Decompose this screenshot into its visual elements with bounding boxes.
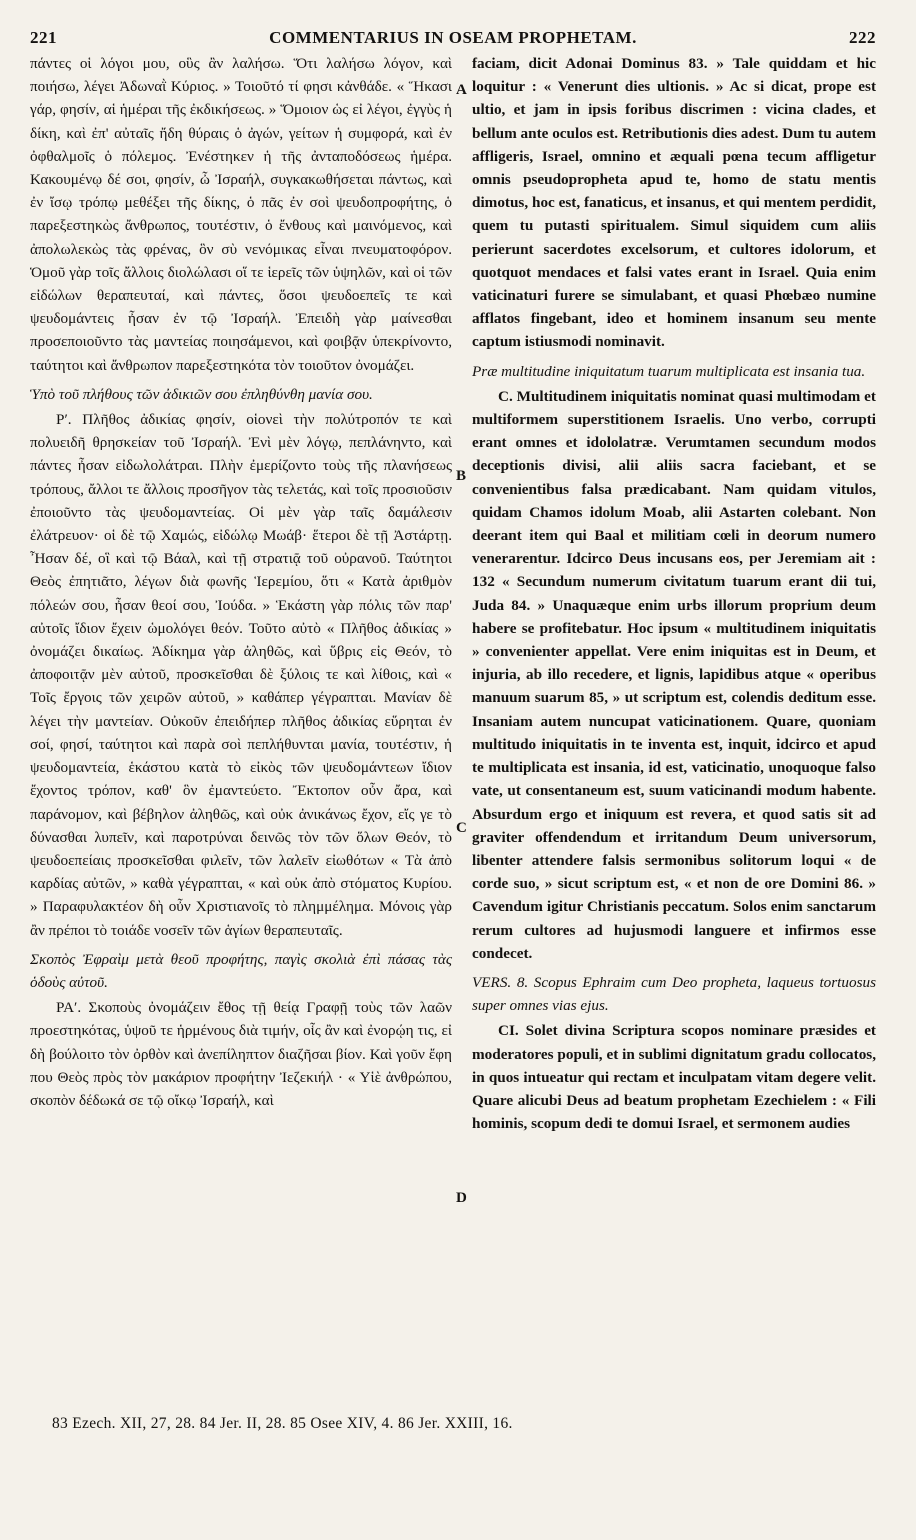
margin-marker-b: B: [456, 468, 467, 484]
latin-lemma-1: Præ multitudine iniquitatum tuarum multiplicata est insania tua.: [472, 362, 866, 380]
latin-lemma-2: VERS. 8. Scopus Ephraim cum Deo propheta, laqueus tortuosus super omnes vias ejus.: [472, 973, 876, 1015]
greek-paragraph-2: Ρʹ. Πλῆθος ἀδικίας φησίν, οἱονεὶ τὴν πολύτροπόν τε καὶ πολυειδῆ θρησκείαν τοῦ Ἰσραήλ. Ἐνὶ μὲν λόγῳ, πεπλάνηντο, καὶ πάντες ἦσαν εἰδωλολάτραι. Πλὴν ἐμερίζοντο τοὺς τῆς πλανήσεως τρόπους, ἄλλοι τε ἄλλοις προσῆγον τὰς τελετάς, καὶ τοῖς προσιοῦσιν ἐποιοῦντο τὰς ψευδομαντείας. Οἱ μὲν γὰρ ταῖς δαμάλεσιν ἐλάτρευον· οἱ δὲ τῷ Χαμώς, εἰδώλῳ Μωάβ· ἕτεροι δὲ τῇ Ἀστάρτῃ. Ἦσαν δέ, οἳ καὶ τῷ Βάαλ, καὶ τῇ στρατιᾷ τοῦ οὐρανοῦ. Ταύτητοι Θεὸς ἐπητιᾶτο, λέγων διὰ φωνῆς Ἱερεμίου, ὅτι « Κατὰ ἀριθμὸν πόλεών σου, ἦσαν θεοί σου, Ἰούδα. » Ἑκάστη γὰρ πόλις τῶν παρ' αὐτοῖς ἴδιον ἔχειν ὡμολόγει θεόν. Τοῦτο αὐτὸ « Πλῆθος ἀδικίας » ὀνομάζει δικαίως. Ἀδίκημα γὰρ ἀληθῶς, καὶ ὕβρις εἰς Θεόν, τὸ ἀποφοιτᾷν μὲν αὐτοῦ, προσκεῖσθαι δὲ ξύλοις τε καὶ λίθοις, καὶ « Τοῖς ἔργοις τῶν χειρῶν αὐτοῦ, » καθάπερ γέγραπται. Μανίαν δὲ λέγει τὴν μαντείαν. Οὐκοῦν ἐπειδήπερ πλῆθος ἀδικίας εὕρηται ἐν σοί, φησί, ταύτητοι καὶ παρὰ σοὶ πεπλήθυνται μανία, τουτέστιν, ἡ ψευδομαντεία, ἑκάστου κατὰ τὸ εἰκὸς τῶν ψευδομάντεων ἴδιον ἔχοντος τρόπον, καθ' ὃν ἐμαντεύετο. Ἔκτοπον οὖν ἄρα, καὶ παράνομον, καὶ βέβηλον ἀληθῶς, καὶ οὐκ ἀνικάνως ἔχον, εἴς γε τὸ δύνασθαι λυπεῖν, καὶ παροτρύναι δεινῶς τὸν τῶν ὅλων Θεόν, τὸ ψευδοεπείαις προσκεῖσθαι φιλεῖν, τῶν λαλεῖν εἰωθότων « Τὰ ἀπὸ καρδίας αὐτῶν, » καθὰ γέγραπται, « καὶ οὐκ ἀπὸ στόματος Κυρίου. » Παραφυλακτέον δὴ οὖν Χριστιανοῖς τὸ πλημμέλημα. Μόνοις γὰρ ἂν πρέποι τὸ τοιάδε νοσεῖν τῶν ἁγίων θεραπευταῖς.: [30, 411, 452, 939]
margin-marker-a: A: [456, 82, 467, 98]
greek-paragraph-1: πάντες οἱ λόγοι μου, οὓς ἂν λαλήσω. Ὅτι λαλήσω λόγον, καὶ ποιήσω, λέγει Ἀδωναῒ Κύριος. » Τοιοῦτό τί φησι κἀνθάδε. « Ἥκασι γάρ, φησίν, αἱ ἡμέραι τῆς ἐκδικήσεως. » Ὅμοιον ὡς εἰ λέγοι, ἐγγὺς ἡ δίκη, καὶ ἐπ' αὐταῖς ἤδη θύραις ὁ ἀγών, γείτων ἡ συμφορά, καὶ ἐν ὀφθαλμοῖς ὁ πόλεμος. Ἐνέστηκεν ἡ τῆς ἀνταποδόσεως ἡμέρα. Κακουμένῳ δέ σοι, φησίν, ὦ Ἰσραήλ, συγκακωθήσεται πάντως, καὶ ἐν ἴσῳ τρόπῳ μεθέξει τῆς δίκης, ὁ πᾶς ἐν σοὶ ψευδοπροφήτης, ὁ παρεξεστηκὼς ἄνθρωπος, τουτέστιν, ὁ ἔνθους καὶ μαινόμενος, καὶ ἀπολωλεκὼς τὰς φρένας, ὃν σὺ νενόμικας εἶναι πνευματοφόρον. Ὁμοῦ γὰρ τοῖς ἄλλοις διολώλασι οἵ τε ἱερεῖς τῶν ὑψηλῶν, καὶ οἱ τῶν εἰδώλων θεραπευταί, καὶ πάντες, ὅσοι ψευδοεπεῖς τε καὶ ψευδομάντεις ἦσαν ἐν τῷ Ἰσραήλ. Ἐπειδὴ γὰρ μαίνεσθαι προσεποιοῦντο τὰς μαντείας ποιησάμενοι, καὶ φοιβᾷν ὑπεκρίνοντο, ταύτητοι καὶ ἄνθρωπον παρεξεστηκότα τὸν τοιοῦτον ὀνομάζει.: [30, 55, 452, 374]
latin-paragraph-3: CI. Solet divina Scriptura scopos nominare præsides et moderatores populi, et in sublimi dignitatum gradu collocatos, in quos intueatur qui rectam et inculpatam vitam degere velit. Quare alicubi Deus ad beatum prophetam Ezechielem : « Fili hominis, scopum dedi te domui Israel, et sermonem audies: [472, 1022, 876, 1133]
latin-column: [472, 50, 876, 1135]
two-column-body: [30, 50, 876, 1400]
latin-paragraph-2: C. Multitudinem iniquitatis nominat quasi multimodam et multiformem superstitionem Israelis. Uno verbo, corrupti erant omnes et idololatræ. Verumtamen secundum modos deceptionis divisi, alii aliis sacra faciebant, et se convenientibus falsa prædicabant. Nam quidam vitulos, quidam Chamos idolum Moab, alii Astarten colebant. Non deerant item qui Baal et militiam cœli in deorum numero venerarentur. Idcirco Deus incusans eos, per Jeremiam ait : 132 « Secundum numerum civitatum tuarum erant dii tui, Juda 84. » Unaquæque enim urbs illorum proprium deum habere se profitebatur. Hoc ipsum « multitudinem iniquitatis » convenienter appellat. Vere enim iniquitas est in Deum, et injuria, ab illo recedere, et lignis, lapidibus atque « operibus manuum suarum 85, » ut scriptum est, colendis deditum esse. Insaniam autem nuncupat vaticinationem. Quare, quoniam multitudo iniquitatis in te inventa est, inquit, idcirco et apud te multiplicata est insania, id est, vaticinatio, unoquoque falso vate, ut consentaneum est, suum vaticinandi modum habente. Absurdum ergo et iniquum est revera, et quod satis sit ad graviter offendendum et irritandum Deum universorum, libenter attendere falsis sermonibus solitorum loqui « de corde suo, » sicut scriptum est, « et non de ore Domini 86. » Cavendum igitur Christianis peccatum. Solos enim sanctarum rerum cultores ad hujusmodi languere et infirmos esse condecet.: [472, 387, 876, 962]
footnotes: 83 Ezech. XII, 27, 28. 84 Jer. II, 28. 85 Osee XIV, 4. 86 Jer. XXIII, 16.: [52, 1415, 513, 1432]
latin-paragraph-1: faciam, dicit Adonai Dominus 83. » Tale quiddam et hic loquitur : « Venerunt dies ultionis. » Ac si dicat, prope est ultio, et jam in ipsis foribus discrimen : vicina clades, et bellum ante oculos est. Retributionis dies adest. Dum tu autem affligeris, Israel, omnino et æquali pœna tecum affligetur omnis pseudopropheta apud te, homo de statu mentis dimotus, hoc est, fanaticus, et insanus, et qui mentem perdidit, quem tu putasti spiritualem. Simul siquidem cum aliis perierunt sacerdotes excelsorum, et cultores idolorum, et quotquot mendaces et falsi vates erant in Israel. Quia enim vaticinaturi furere se simulabant, et quasi Phœbæo numine afflatos fingebant, ideo et hominem insanum seu mente captum istiusmodi nominavit.: [472, 55, 876, 351]
greek-column: [30, 50, 452, 1112]
page-header: [30, 20, 876, 50]
greek-lemma-2: Σκοπὸς Ἐφραὶμ μετὰ θεοῦ προφήτης, παγὶς σκολιὰ ἐπὶ πάσας τὰς ὁδοὺς αὐτοῦ.: [30, 950, 452, 991]
running-title: COMMENTARIUS IN OSEAM PROPHETAM.: [269, 28, 637, 47]
margin-marker-d: D: [456, 1190, 467, 1206]
greek-paragraph-3: ΡΑʹ. Σκοποὺς ὀνομάζειν ἔθος τῇ θείᾳ Γραφῇ τοὺς τῶν λαῶν προεστηκότας, ὑψοῦ τε ἡρμένους διὰ τιμήν, οἷς ἂν καὶ ἐνορῴη τις, εἰ δὴ βούλοιτο τὸν ὀρθὸν καὶ ἀνεπίληπτον διαζῆσαι βίον. Καὶ γοῦν ἔφη που Θεὸς πρὸς τὸν μακάριον προφήτην Ἰεζεκιήλ · « Υἱὲ ἀνθρώπου, σκοπὸν δέδωκά σε τῷ οἴκῳ Ἰσραήλ, καὶ: [30, 999, 452, 1109]
greek-lemma-1: Ὑπὸ τοῦ πλήθους τῶν ἀδικιῶν σου ἐπληθύνθη μανία σου.: [30, 385, 373, 403]
margin-marker-c: C: [456, 820, 467, 836]
page-number-right: 222: [849, 28, 876, 47]
page-number-left: 221: [30, 28, 57, 47]
